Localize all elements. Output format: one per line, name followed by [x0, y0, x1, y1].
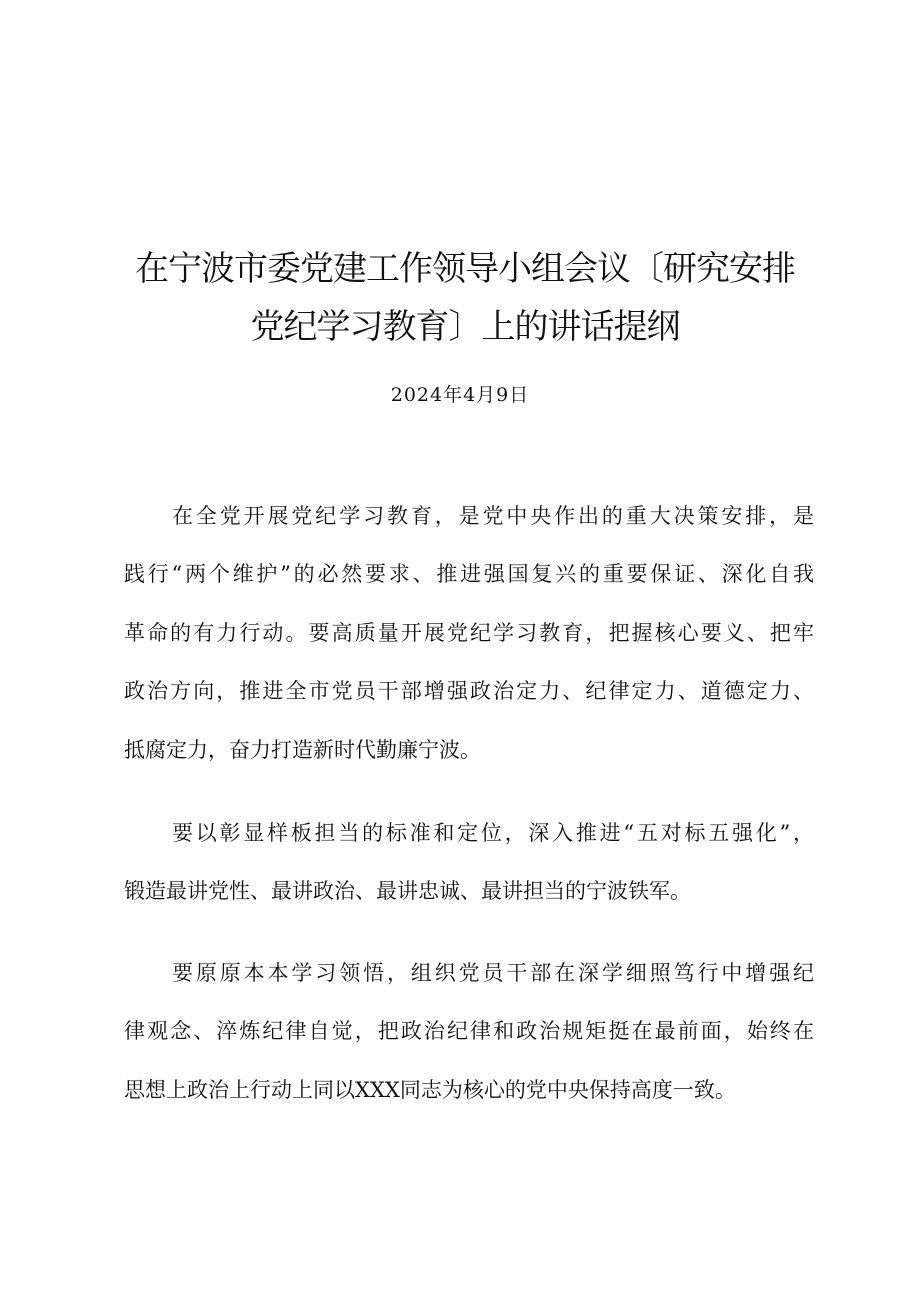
document-date: 2024年4月9日 [390, 384, 530, 406]
paragraph-line: 律观念、淬炼纪律自觉，把政治纪律和政治规矩挺在最前面，始终在 [124, 1019, 814, 1044]
paragraph-line: 思想上政治上行动上同以XXX同志为核心的党中央保持高度一致。 [124, 1077, 736, 1102]
paragraph-line: 革命的有力行动。要高质量开展党纪学习教育，把握核心要义、把牢 [124, 620, 814, 645]
paragraph-line: 在全党开展党纪学习教育，是党中央作出的重大决策安排，是 [172, 504, 814, 528]
paragraph-line: 要原原本本学习领悟，组织党员干部在深学细照笃行中增强纪 [172, 961, 814, 985]
title-line: 党纪学习教育〕上的讲话提纲 [250, 307, 680, 347]
paragraph-line: 抵腐定力，奋力打造新时代勤廉宁波。 [124, 737, 481, 762]
paragraph-line: 要以彰显样板担当的标准和定位，深入推进“五对标五强化”， [172, 821, 814, 845]
paragraph-line: 政治方向，推进全市党员干部增强政治定力、纪律定力、道德定力、 [124, 679, 814, 704]
paragraph-line: 锻造最讲党性、最讲政治、最讲忠诚、最讲担当的宁波铁军。 [124, 879, 691, 904]
paragraph-line: 践行“两个维护”的必然要求、推进强国复兴的重要保证、深化自我 [124, 562, 814, 587]
document-title [110, 240, 820, 356]
body-paragraph [124, 487, 814, 779]
title-line: 在宁波市委党建工作领导小组会议〔研究安排 [135, 249, 795, 289]
body-paragraph [124, 944, 814, 1119]
body-paragraph [124, 804, 814, 921]
